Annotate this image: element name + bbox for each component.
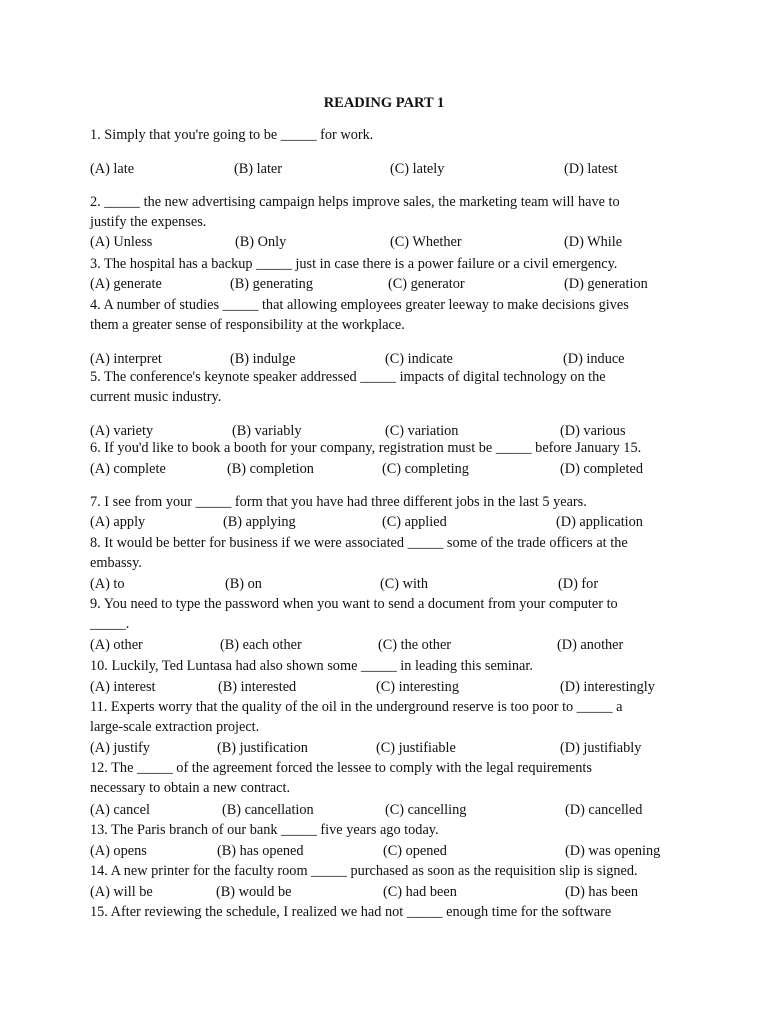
question-13-option-c: (C) opened bbox=[383, 843, 447, 859]
question-11-option-c: (C) justifiable bbox=[376, 740, 456, 756]
question-3-option-c: (C) generator bbox=[388, 276, 465, 292]
question-5-option-b: (B) variably bbox=[232, 423, 302, 439]
question-6-text: 6. If you'd like to book a booth for your company, registration must be _____ before January 15. bbox=[90, 440, 642, 456]
question-15-text: 15. After reviewing the schedule, I realized we had not _____ enough time for the software bbox=[90, 904, 612, 920]
question-11-option-d: (D) justifiably bbox=[560, 740, 642, 756]
question-9-text: 9. You need to type the password when you want to send a document from your computer to bbox=[90, 596, 618, 612]
question-1-option-b: (B) later bbox=[234, 161, 283, 177]
question-3-option-d: (D) generation bbox=[564, 276, 648, 292]
question-13-option-b: (B) has opened bbox=[217, 843, 304, 859]
question-8-option-a: (A) to bbox=[90, 576, 125, 592]
question-11-option-b: (B) justification bbox=[217, 740, 308, 756]
question-12-option-b: (B) cancellation bbox=[222, 802, 314, 818]
question-9-option-c: (C) the other bbox=[378, 637, 452, 653]
question-6-option-c: (C) completing bbox=[382, 461, 469, 477]
question-13-text: 13. The Paris branch of our bank _____ five years ago today. bbox=[90, 822, 439, 838]
question-14-option-d: (D) has been bbox=[565, 884, 639, 900]
question-13-option-d: (D) was opening bbox=[565, 843, 661, 859]
question-2-text: 2. _____ the new advertising campaign helps improve sales, the marketing team will have to bbox=[90, 194, 620, 210]
question-8-text: embassy. bbox=[90, 555, 142, 571]
question-10-option-b: (B) interested bbox=[218, 679, 297, 695]
question-7-option-c: (C) applied bbox=[382, 514, 447, 530]
question-8-option-c: (C) with bbox=[380, 576, 429, 592]
question-11-text: large-scale extraction project. bbox=[90, 719, 260, 735]
question-9-option-d: (D) another bbox=[557, 637, 624, 653]
question-4-option-b: (B) indulge bbox=[230, 351, 296, 367]
question-3-text: 3. The hospital has a backup _____ just in case there is a power failure or a civil emergency. bbox=[90, 256, 618, 272]
question-12-option-c: (C) cancelling bbox=[385, 802, 467, 818]
question-5-option-d: (D) various bbox=[560, 423, 626, 439]
question-5-text: 5. The conference's keynote speaker addressed _____ impacts of digital technology on the bbox=[90, 369, 606, 385]
question-14-option-c: (C) had been bbox=[383, 884, 457, 900]
question-12-option-a: (A) cancel bbox=[90, 802, 150, 818]
question-10-option-d: (D) interestingly bbox=[560, 679, 655, 695]
question-10-option-a: (A) interest bbox=[90, 679, 156, 695]
question-4-option-d: (D) induce bbox=[563, 351, 625, 367]
question-2-text: justify the expenses. bbox=[90, 214, 207, 230]
question-10-option-c: (C) interesting bbox=[376, 679, 459, 695]
question-4-text: them a greater sense of responsibility at the workplace. bbox=[90, 317, 405, 333]
question-9-option-a: (A) other bbox=[90, 637, 143, 653]
question-5-option-c: (C) variation bbox=[385, 423, 459, 439]
question-8-option-d: (D) for bbox=[558, 576, 599, 592]
question-7-text: 7. I see from your _____ form that you have had three different jobs in the last 5 years. bbox=[90, 494, 587, 510]
question-4-option-a: (A) interpret bbox=[90, 351, 162, 367]
question-11-option-a: (A) justify bbox=[90, 740, 150, 756]
question-12-option-d: (D) cancelled bbox=[565, 802, 643, 818]
question-14-text: 14. A new printer for the faculty room _____ purchased as soon as the requisition slip is signed. bbox=[90, 863, 638, 879]
question-12-text: 12. The _____ of the agreement forced the lessee to comply with the legal requirements bbox=[90, 760, 592, 776]
question-7-option-b: (B) applying bbox=[223, 514, 296, 530]
question-3-option-a: (A) generate bbox=[90, 276, 162, 292]
question-1-option-c: (C) lately bbox=[390, 161, 445, 177]
question-2-option-d: (D) While bbox=[564, 234, 623, 250]
question-9-text: _____. bbox=[90, 616, 130, 632]
question-1-option-a: (A) late bbox=[90, 161, 135, 177]
question-3-option-b: (B) generating bbox=[230, 276, 313, 292]
question-13-option-a: (A) opens bbox=[90, 843, 147, 859]
question-2-option-b: (B) Only bbox=[235, 234, 287, 250]
question-1-text: 1. Simply that you're going to be _____ for work. bbox=[90, 127, 374, 143]
question-7-option-a: (A) apply bbox=[90, 514, 146, 530]
question-4-option-c: (C) indicate bbox=[385, 351, 453, 367]
question-9-option-b: (B) each other bbox=[220, 637, 302, 653]
question-10-text: 10. Luckily, Ted Luntasa had also shown some _____ in leading this seminar. bbox=[90, 658, 533, 674]
question-2-option-c: (C) Whether bbox=[390, 234, 462, 250]
question-7-option-d: (D) application bbox=[556, 514, 643, 530]
question-5-option-a: (A) variety bbox=[90, 423, 154, 439]
question-1-option-d: (D) latest bbox=[564, 161, 618, 177]
question-6-option-b: (B) completion bbox=[227, 461, 314, 477]
question-6-option-a: (A) complete bbox=[90, 461, 166, 477]
question-2-option-a: (A) Unless bbox=[90, 234, 153, 250]
question-6-option-d: (D) completed bbox=[560, 461, 643, 477]
question-5-text: current music industry. bbox=[90, 389, 222, 405]
page-title: READING PART 1 bbox=[323, 95, 445, 111]
question-12-text: necessary to obtain a new contract. bbox=[90, 780, 291, 796]
question-8-option-b: (B) on bbox=[225, 576, 262, 592]
question-14-option-a: (A) will be bbox=[90, 884, 153, 900]
question-11-text: 11. Experts worry that the quality of the oil in the underground reserve is too poor to _____ a bbox=[90, 699, 623, 715]
question-8-text: 8. It would be better for business if we were associated _____ some of the trade officers at the bbox=[90, 535, 628, 551]
question-14-option-b: (B) would be bbox=[216, 884, 292, 900]
question-4-text: 4. A number of studies _____ that allowing employees greater leeway to make decisions gives bbox=[90, 297, 629, 313]
